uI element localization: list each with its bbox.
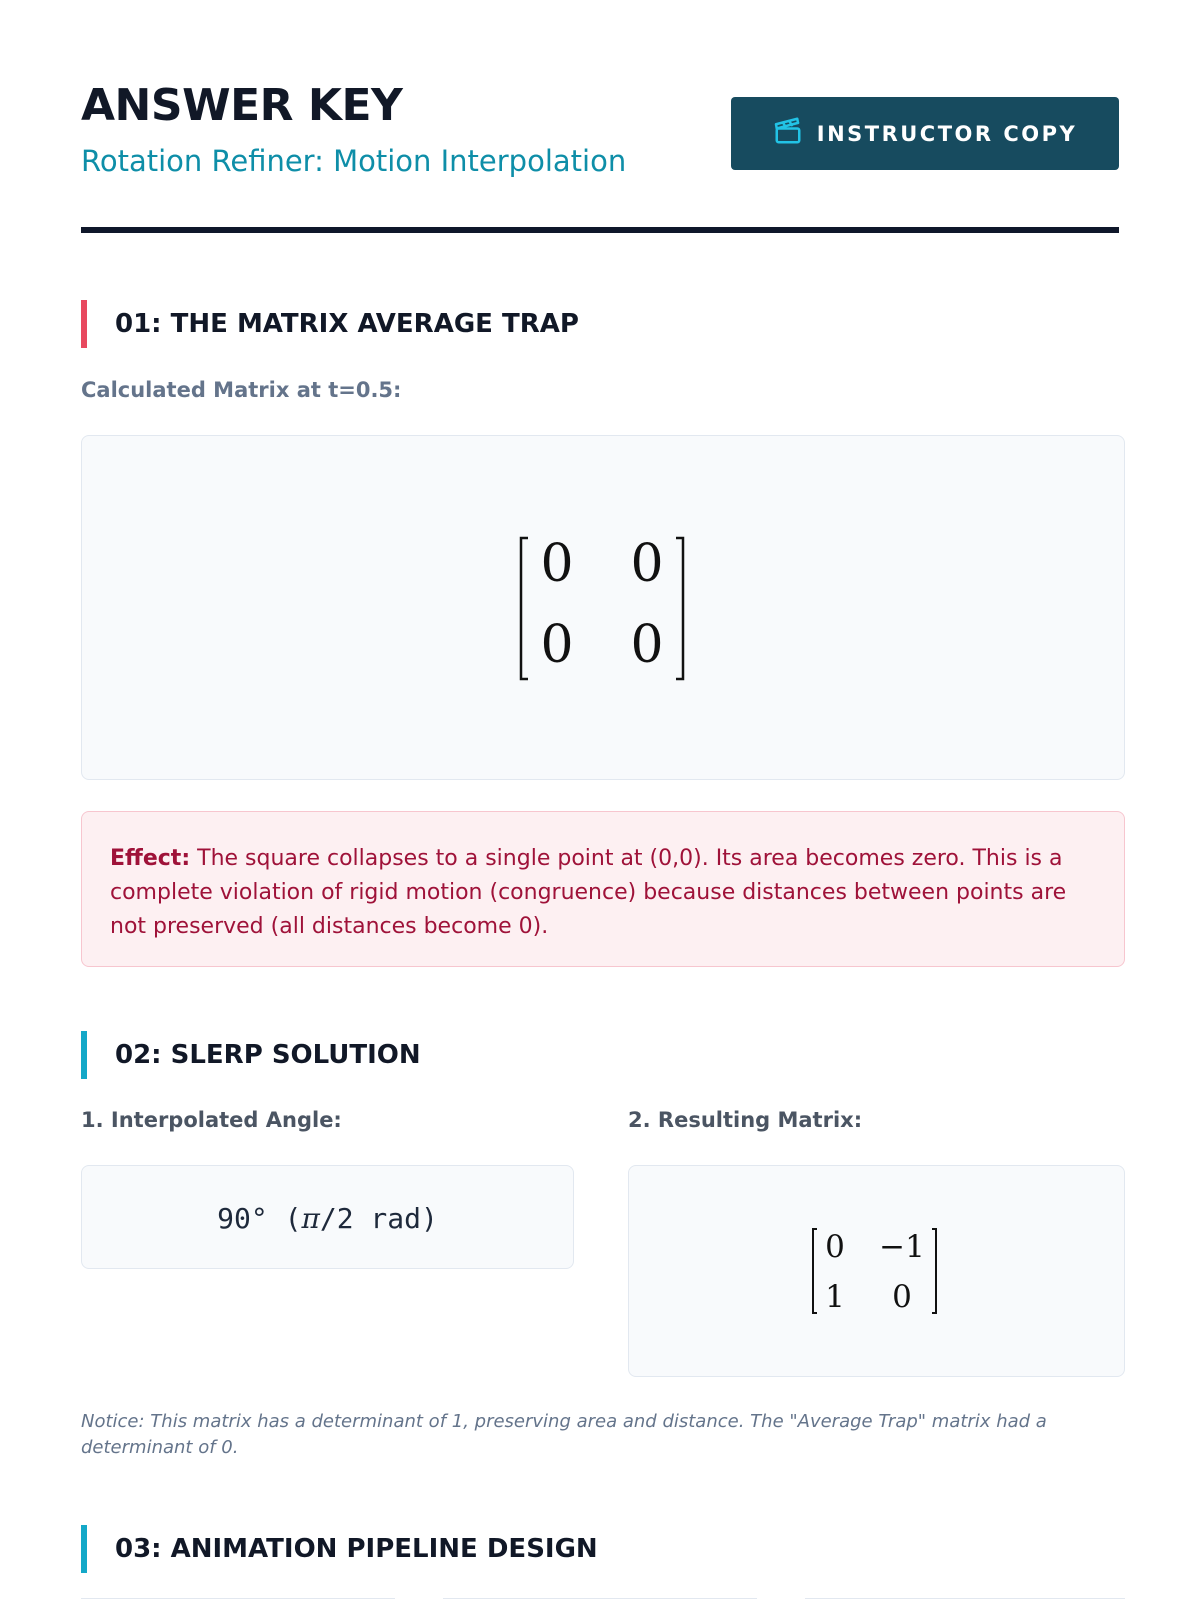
section-02-heading: [81, 1031, 421, 1079]
section-03-heading: [81, 1525, 598, 1573]
resulting-matrix-label: 2. Resulting Matrix:: [628, 1108, 863, 1132]
angle-panel: [81, 1165, 574, 1269]
zero-matrix: [82, 436, 1126, 781]
average-matrix-panel: [81, 435, 1125, 780]
matrix-cell: 0: [540, 615, 574, 675]
section-03-title: 03: ANIMATION PIPELINE DESIGN: [115, 1534, 598, 1564]
effect-callout: [81, 811, 1125, 967]
page-title: ANSWER KEY: [81, 80, 403, 131]
angle-value-pi: π: [301, 1202, 320, 1235]
instructor-copy-badge: [731, 97, 1119, 170]
section-01-heading: [81, 300, 579, 348]
angle-label: 1. Interpolated Angle:: [81, 1108, 342, 1132]
matrix-right-bracket: [676, 538, 683, 679]
header-divider: [81, 227, 1119, 233]
slerp-matrix-panel: [628, 1165, 1125, 1377]
determinant-notice: Notice: This matrix has a determinant of 1, preserving area and distance. The "Average Trap" matrix had a determinant of 0.: [81, 1411, 1047, 1458]
effect-label: Effect:: [110, 846, 191, 871]
matrix-cell: 0: [540, 534, 574, 594]
matrix-cell: 0: [892, 1279, 912, 1315]
calculated-matrix-label: Calculated Matrix at t=0.5:: [81, 378, 402, 402]
matrix-cell: −1: [879, 1229, 925, 1265]
matrix-left-bracket: [813, 1229, 817, 1313]
header: [81, 0, 1119, 233]
matrix-cell: 0: [630, 615, 664, 675]
angle-value-prefix: 90° (: [217, 1202, 302, 1235]
badge-label: INSTRUCTOR COPY: [816, 121, 1078, 146]
angle-value: [82, 1202, 573, 1235]
section-02-title: 02: SLERP SOLUTION: [115, 1040, 421, 1070]
section-accent-bar: [81, 1525, 87, 1573]
matrix-right-bracket: [932, 1229, 936, 1313]
matrix-left-bracket: [521, 538, 528, 679]
matrix-cell: 1: [825, 1279, 845, 1315]
section-accent-bar: [81, 300, 87, 348]
section-accent-bar: [81, 1031, 87, 1079]
matrix-cell: 0: [825, 1229, 845, 1265]
angle-value-suffix: /2 rad): [319, 1202, 438, 1235]
page-subtitle: Rotation Refiner: Motion Interpolation: [81, 144, 627, 178]
effect-text: The square collapses to a single point at (0,0). Its area becomes zero. This is a complete violation of rigid motion (congruence) because distances between points are not preserved (all distances become 0).: [110, 846, 1067, 939]
section-01-title: 01: THE MATRIX AVERAGE TRAP: [115, 309, 579, 339]
matrix-cell: 0: [630, 534, 664, 594]
clapperboard-icon: [773, 116, 803, 151]
rotation-matrix: [629, 1166, 1126, 1378]
